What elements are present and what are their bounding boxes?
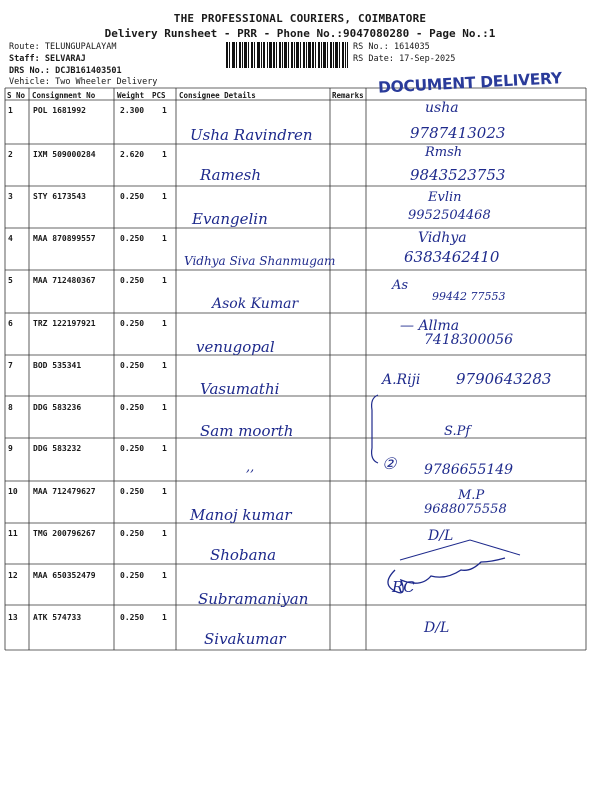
- row-8-sign: S.Pf: [444, 424, 471, 439]
- row-11-sno: 11: [8, 529, 18, 538]
- row-1-sno: 1: [8, 106, 13, 115]
- col-remarks: Remarks: [332, 91, 364, 100]
- row-5-weight: 0.250: [120, 276, 145, 285]
- row-13-consignee: Sivakumar: [204, 630, 286, 648]
- row-12-pcs: 1: [162, 571, 167, 580]
- row-4-sno: 4: [8, 234, 13, 243]
- staff-label: Staff:: [9, 54, 40, 64]
- row-6-consignee: venugopal: [196, 338, 275, 356]
- row-11-weight: 0.250: [120, 529, 145, 538]
- row-2-consignee: Ramesh: [200, 166, 262, 184]
- row-9-consignment: DDG 583232: [33, 444, 82, 453]
- col-consignee: Consignee Details: [179, 91, 256, 100]
- row-5-pcs: 1: [162, 276, 167, 285]
- row-6-consignment: TRZ 122197921: [33, 319, 96, 328]
- row-8-weight: 0.250: [120, 403, 145, 412]
- route-label: Route:: [9, 42, 40, 52]
- row-10-consignment: MAA 712479627: [33, 487, 96, 496]
- row-11-consignment: TMG 200796267: [33, 529, 96, 538]
- row-13-pcs: 1: [162, 613, 167, 622]
- row-10-consignee: Manoj kumar: [190, 506, 292, 524]
- row-5-consignee: Asok Kumar: [212, 296, 299, 312]
- row-6-sign: — Allma: [400, 318, 460, 334]
- row-1-pcs: 1: [162, 106, 167, 115]
- row-7-phone: 9790643283: [456, 370, 552, 388]
- row-7-sign: A.Riji: [382, 372, 421, 388]
- row-3-sign: Evlin: [428, 190, 462, 205]
- row-6-weight: 0.250: [120, 319, 145, 328]
- row-4-sign: Vidhya: [418, 230, 467, 246]
- rs-no-label: RS No.:: [353, 42, 389, 52]
- row-7-consignee: Vasumathi: [200, 380, 280, 398]
- row-6-phone: 7418300056: [424, 332, 514, 348]
- rs-no-value: 1614035: [393, 42, 430, 52]
- row-9-phone: 9786655149: [424, 462, 514, 478]
- rs-date-label: RS Date:: [353, 54, 394, 64]
- row-2-phone: 9843523753: [410, 166, 506, 184]
- row-1-sign: usha: [425, 100, 459, 116]
- row-11-pcs: 1: [162, 529, 167, 538]
- row-10-sign: M.P: [458, 488, 485, 503]
- vehicle-value: Two Wheeler Delivery: [55, 77, 158, 87]
- vehicle-label: Vehicle:: [9, 77, 50, 87]
- row-2-weight: 2.620: [120, 150, 145, 159]
- row-3-phone: 9952504468: [408, 208, 491, 223]
- row-8-sno: 8: [8, 403, 13, 412]
- col-sno: S No: [7, 91, 26, 100]
- row-11-consignee: Shobana: [210, 546, 277, 564]
- row-10-sno: 10: [8, 487, 18, 496]
- row-11-sign: D/L: [428, 528, 454, 544]
- row-10-pcs: 1: [162, 487, 167, 496]
- drs-label: DRS No.:: [9, 66, 50, 76]
- row-6-sno: 6: [8, 319, 13, 328]
- row-8-pcs: 1: [162, 403, 167, 412]
- row-5-sno: 5: [8, 276, 13, 285]
- row-4-weight: 0.250: [120, 234, 145, 243]
- row-1-weight: 2.300: [120, 106, 145, 115]
- row-6-pcs: 1: [162, 319, 167, 328]
- row-4-consignee: Vidhya Siva Shanmugam: [184, 254, 336, 268]
- row-1-phone: 9787413023: [410, 124, 506, 142]
- row-13-weight: 0.250: [120, 613, 145, 622]
- row-9-sign: ②: [382, 454, 397, 473]
- drs-value: DCJB161403501: [55, 66, 122, 76]
- row-2-sign: Rmsh: [425, 145, 463, 160]
- col-consignment: Consignment No: [32, 91, 96, 100]
- row-3-pcs: 1: [162, 192, 167, 201]
- document-delivery-stamp: DOCUMENT DELIVERY: [377, 69, 563, 97]
- staff-value: SELVARAJ: [44, 54, 86, 64]
- row-12-sno: 12: [8, 571, 18, 580]
- row-9-consignee: ,,: [246, 460, 255, 475]
- row-7-weight: 0.250: [120, 361, 145, 370]
- row-2-pcs: 1: [162, 150, 167, 159]
- row-3-weight: 0.250: [120, 192, 145, 201]
- row-12-consignee: Subramaniyan: [198, 590, 309, 608]
- row-13-consignment: ATK 574733: [33, 613, 82, 622]
- row-8-consignment: DDG 583236: [33, 403, 82, 412]
- row-8-consignee: Sam moorth: [200, 422, 294, 440]
- row-5-sign: As: [392, 278, 409, 293]
- col-weight: Weight: [117, 91, 145, 100]
- runsheet-subtitle: Delivery Runsheet - PRR - Phone No.:9047080280 - Page No.:1: [104, 27, 496, 40]
- row-3-consignee: Evangelin: [192, 210, 268, 228]
- row-12-sign: RC: [392, 578, 415, 596]
- row-7-consignment: BOD 535341: [33, 361, 82, 370]
- row-2-sno: 2: [8, 150, 13, 159]
- row-1-consignment: POL 1681992: [33, 106, 86, 115]
- row-12-consignment: MAA 650352479: [33, 571, 96, 580]
- row-4-phone: 6383462410: [404, 248, 500, 266]
- row-7-sno: 7: [8, 361, 13, 370]
- rs-date-value: 17-Sep-2025: [399, 54, 456, 64]
- row-9-pcs: 1: [162, 444, 167, 453]
- row-9-weight: 0.250: [120, 444, 145, 453]
- row-4-pcs: 1: [162, 234, 167, 243]
- row-12-weight: 0.250: [120, 571, 145, 580]
- row-5-phone: 99442 77553: [432, 290, 506, 303]
- row-3-sno: 3: [8, 192, 13, 201]
- row-13-sno: 13: [8, 613, 18, 622]
- col-pcs: PCS: [152, 91, 166, 100]
- row-2-consignment: IXM 509000284: [33, 150, 96, 159]
- row-13-sign: D/L: [424, 620, 450, 636]
- row-9-sno: 9: [8, 444, 13, 453]
- row-4-consignment: MAA 870899557: [33, 234, 96, 243]
- row-10-phone: 9688075558: [424, 502, 507, 517]
- row-3-consignment: STY 6173543: [33, 192, 86, 201]
- route-value: TELUNGUPALAYAM: [44, 42, 117, 52]
- row-10-weight: 0.250: [120, 487, 145, 496]
- row-7-pcs: 1: [162, 361, 167, 370]
- row-5-consignment: MAA 712480367: [33, 276, 96, 285]
- row-1-consignee: Usha Ravindren: [190, 126, 313, 144]
- company-title: THE PROFESSIONAL COURIERS, COIMBATORE: [173, 12, 427, 25]
